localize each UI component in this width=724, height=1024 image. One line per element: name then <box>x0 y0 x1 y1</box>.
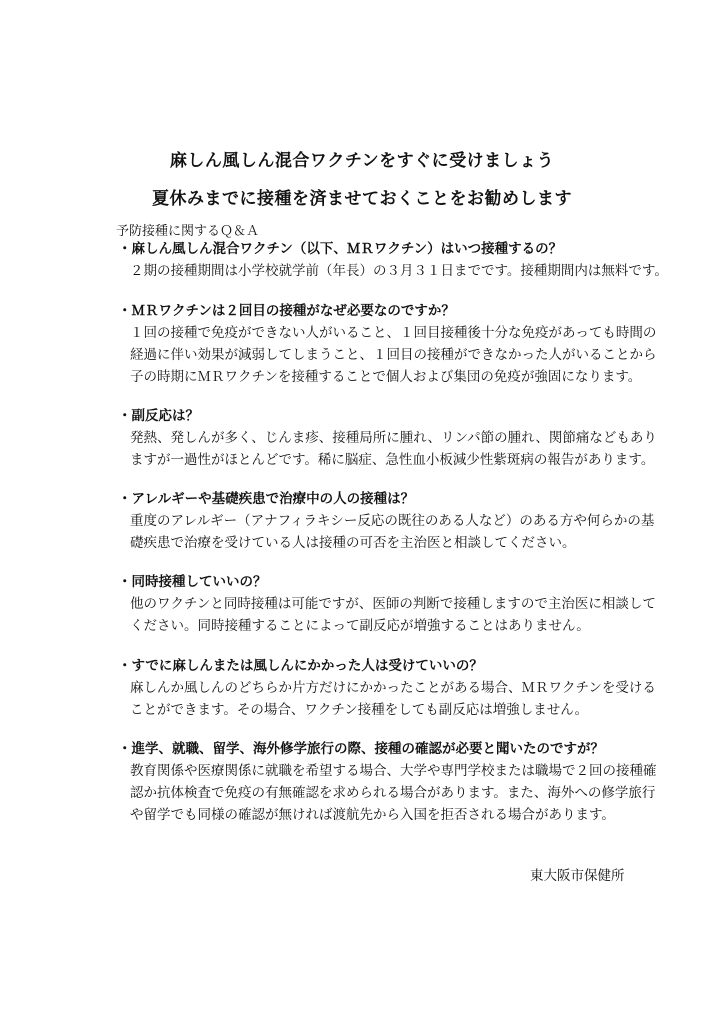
answer-line: 教育関係や医療関係に就職を希望する場合、大学や専門学校または職場で２回の接種確 <box>130 763 657 779</box>
answer-line: 認か抗体検査で免疫の有無確認を求められる場合があります。また、海外への修学旅行 <box>130 785 656 801</box>
answer-line: ください。同時接種することによって副反応が増強することはありません。 <box>130 618 590 634</box>
answer-line: 経過に伴い効果が減弱してしまうこと、１回目の接種ができなかった人がいることから <box>130 347 657 363</box>
question: ・副反応は？ <box>118 408 199 424</box>
answer <box>118 510 655 554</box>
answer <box>118 260 668 282</box>
answer <box>118 593 656 637</box>
qa-item-prior-infection <box>118 655 656 721</box>
issuer-signature: 東大阪市保健所 <box>530 868 625 884</box>
qa-item-study-abroad <box>118 738 657 826</box>
answer-line: 発熱、発しんが多く、じんま疹、接種局所に腫れ、リンパ節の腫れ、関節痛などもあり <box>130 430 657 446</box>
answer-line: 他のワクチンと同時接種は可能ですが、医師の判断で接種しますので主治医に相談して <box>130 596 656 612</box>
answer <box>118 427 657 471</box>
question: ・進学、就職、留学、海外修学旅行の際、接種の確認が必要と聞いたのですが？ <box>118 741 604 757</box>
answer-line: 麻しんか風しんのどちらか片方だけにかかったことがある場合、ＭＲワクチンを受ける <box>130 680 656 696</box>
answer <box>118 322 657 388</box>
sub-title: 夏休みまでに接種を済ませておくことをお勧めします <box>152 189 572 209</box>
question: ・麻しん風しん混合ワクチン（以下、ＭＲワクチン）はいつ接種するの？ <box>118 241 563 257</box>
qa-item-allergy <box>118 488 655 554</box>
question: ・すでに麻しんまたは風しんにかかった人は受けていいの？ <box>118 658 483 674</box>
qa-item-schedule <box>118 238 668 282</box>
question: ・同時接種していいの？ <box>118 574 267 590</box>
answer-line: や留学でも同様の確認が無ければ渡航先から入国を拒否される場合があります。 <box>130 807 615 823</box>
answer <box>118 677 656 721</box>
question: ・ＭＲワクチンは２回目の接種がなぜ必要なのですか？ <box>118 303 455 319</box>
answer-line: ２期の接種期間は小学校就学前（年長）の３月３１日までです。接種期間内は無料です。 <box>130 263 668 279</box>
question: ・アレルギーや基礎疾患で治療中の人の接種は？ <box>118 491 415 507</box>
answer-line: １回の接種で免疫ができない人がいること、１回目接種後十分な免疫があっても時間の <box>130 325 657 341</box>
answer-line: 子の時期にＭＲワクチンを接種することで個人および集団の免疫が強固になります。 <box>130 369 642 385</box>
answer-line: ことができます。その場合、ワクチン接種をしても副反応は増強しません。 <box>130 702 589 718</box>
answer <box>118 760 657 826</box>
qa-item-second-dose <box>118 300 657 388</box>
main-title: 麻しん風しん混合ワクチンをすぐに受けましょう <box>169 151 555 171</box>
answer-line: ますが一過性がほとんどです。稀に脳症、急性血小板減少性紫斑病の報告があります。 <box>130 452 655 468</box>
answer-line: 重度のアレルギー（アナフィラキシー反応の既往のある人など）のある方や何らかの基 <box>130 513 655 529</box>
answer-line: 礎疾患で治療を受けている人は接種の可否を主治医と相談してください。 <box>130 535 576 551</box>
qa-section-label: 予防接種に関するＱ＆Ａ <box>116 224 260 239</box>
qa-item-simultaneous <box>118 571 656 637</box>
qa-item-side-effects <box>118 405 657 471</box>
